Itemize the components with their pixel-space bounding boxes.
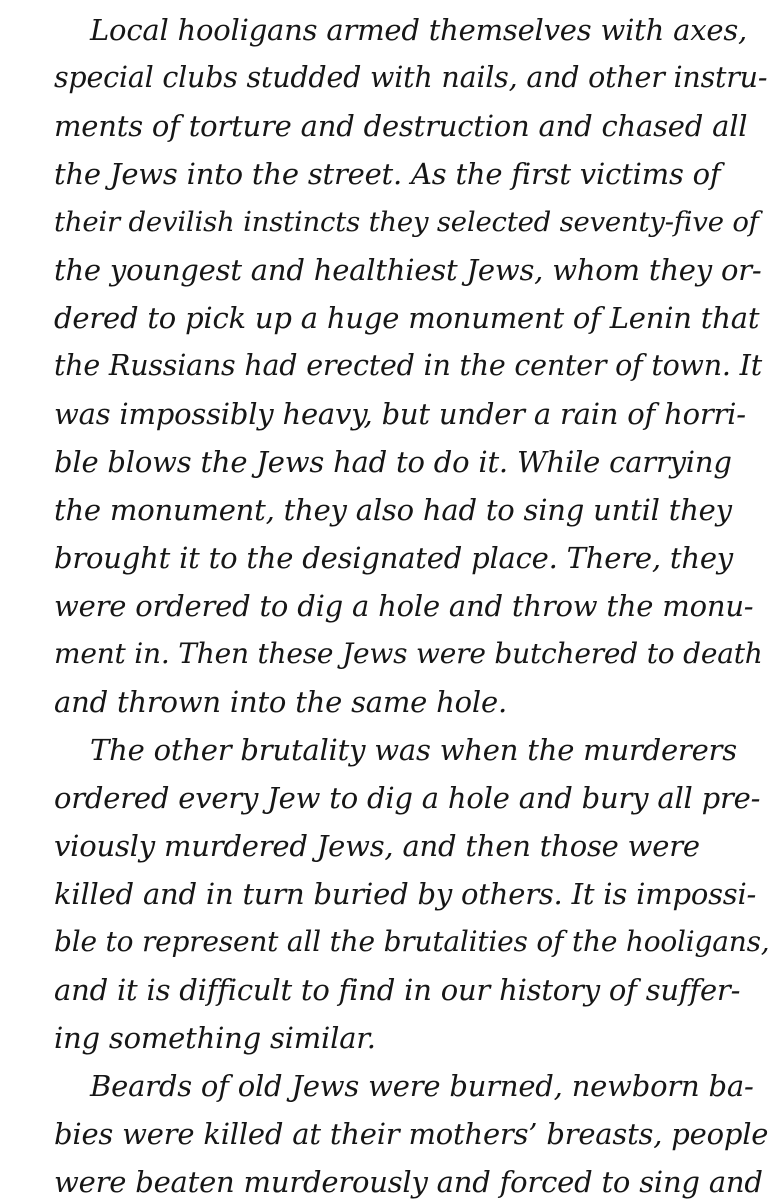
text-line: their devilish instincts they selected seventy-five of — [54, 206, 759, 238]
text-line: special clubs studded with nails, and other instru- — [54, 61, 768, 94]
text-line: ing something similar. — [54, 1021, 376, 1055]
text-line: ble to represent all the brutalities of the hooligans, — [54, 925, 770, 958]
text-line: The other brutality was when the murderers — [90, 733, 737, 767]
text-line: was impossibly heavy, but under a rain of horri- — [54, 397, 746, 431]
text-line: and it is difficult to find in our history of suffer- — [54, 973, 741, 1007]
text-line: brought it to the designated place. There, they — [54, 541, 733, 575]
text-line: the Russians had erected in the center of town. It — [54, 349, 762, 382]
text-line: ordered every Jew to dig a hole and bury all pre- — [54, 781, 761, 815]
text-line: the monument, they also had to sing until they — [54, 493, 732, 527]
text-line: bies were killed at their mothers’ breasts, people — [54, 1117, 769, 1151]
text-line: were beaten murderously and forced to sing and — [54, 1165, 763, 1199]
text-line: and thrown into the same hole. — [54, 685, 507, 719]
text-line: ment in. Then these Jews were butchered to death — [54, 637, 763, 670]
text-line: the youngest and healthiest Jews, whom they or- — [54, 253, 762, 287]
text-line: dered to pick up a huge monument of Lenin that — [54, 301, 760, 335]
text-line: Beards of old Jews were burned, newborn ba- — [90, 1069, 754, 1103]
text-line: Local hooligans armed themselves with axes, — [90, 13, 748, 47]
text-line: viously murdered Jews, and then those were — [54, 829, 700, 863]
cut-off-previous-line — [60, 0, 750, 4]
text-line: ble blows the Jews had to do it. While carrying — [54, 445, 732, 479]
text-line: were ordered to dig a hole and throw the monu- — [54, 589, 754, 623]
text-line: the Jews into the street. As the first victims of — [54, 157, 721, 191]
text-line: killed and in turn buried by others. It is impossi- — [54, 877, 757, 911]
text-line: ments of torture and destruction and chased all — [54, 109, 748, 143]
